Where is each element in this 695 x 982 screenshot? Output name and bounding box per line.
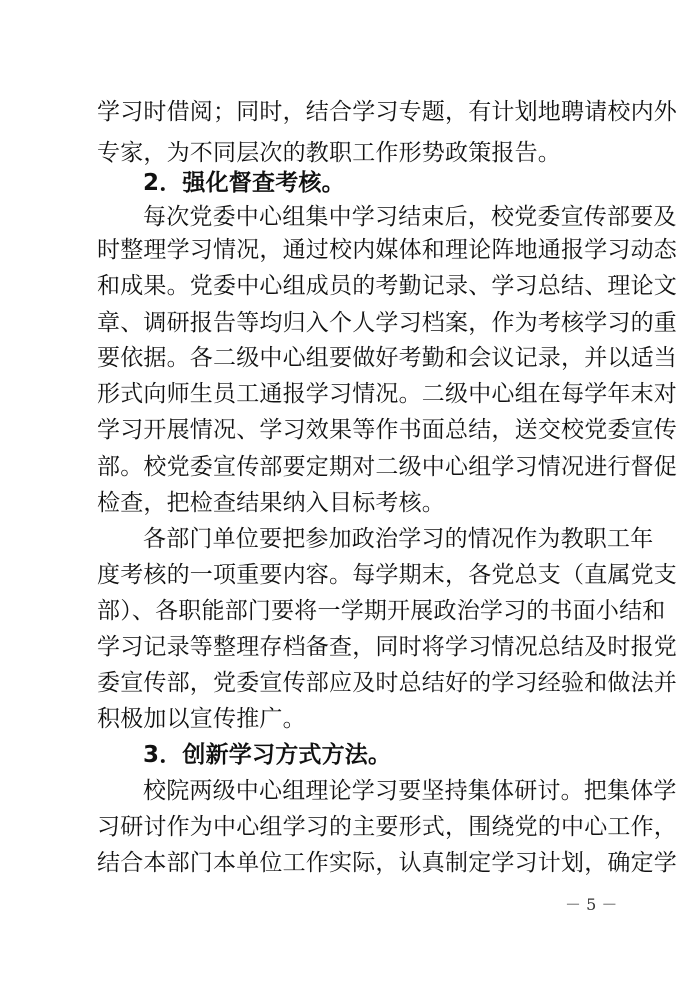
text-line-22: 结合本部门本单位工作实际，认真制定学习计划，确定学 [97,850,677,876]
text-line-13: 各部门单位要把参加政治学习的情况作为教职工年 [143,526,654,552]
section-heading-3: 3．创新学习方式方法。 [143,742,392,768]
text-line-10: 学习开展情况、学习效果等作书面总结，送交校党委宣传 [97,417,677,443]
text-line-16: 学习记录等整理存档备查，同时将学习情况总结及时报党 [97,634,677,660]
text-line-17: 委宣传部，党委宣传部应及时总结好的学习经验和做法并 [97,670,677,696]
page-number: － 5 － [565,895,618,914]
text-line-1: 学习时借阅；同时，结合学习专题，有计划地聘请校内外 [97,99,677,125]
section-heading-2: 2．强化督查考核。 [143,170,345,196]
text-line-5: 时整理学习情况，通过校内媒体和理论阵地通报学习动态 [97,237,677,263]
text-line-7: 章、调研报告等均归入个人学习档案，作为考核学习的重 [97,310,677,336]
text-line-15: 部）、各职能部门要将一学期开展政治学习的书面小结和 [97,598,666,624]
text-line-11: 部。校党委宣传部要定期对二级中心组学习情况进行督促 [97,454,677,480]
text-line-2: 专家，为不同层次的教职工作形势政策报告。 [97,140,561,166]
text-line-18: 积极加以宣传推广。 [97,706,306,732]
text-line-12: 检查，把检查结果纳入目标考核。 [97,490,445,516]
text-line-14: 度考核的一项重要内容。每学期末，各党总支（直属党支 [97,562,677,588]
text-line-8: 要依据。各二级中心组要做好考勤和会议记录，并以适当 [97,345,677,371]
text-line-21: 习研讨作为中心组学习的主要形式，围绕党的中心工作， [97,814,677,840]
text-line-4: 每次党委中心组集中学习结束后，校党委宣传部要及 [143,204,677,230]
text-line-20: 校院两级中心组理论学习要坚持集体研讨。把集体学 [143,778,677,804]
text-line-6: 和成果。党委中心组成员的考勤记录、学习总结、理论文 [97,273,677,299]
text-line-9: 形式向师生员工通报学习情况。二级中心组在每学年末对 [97,381,677,407]
